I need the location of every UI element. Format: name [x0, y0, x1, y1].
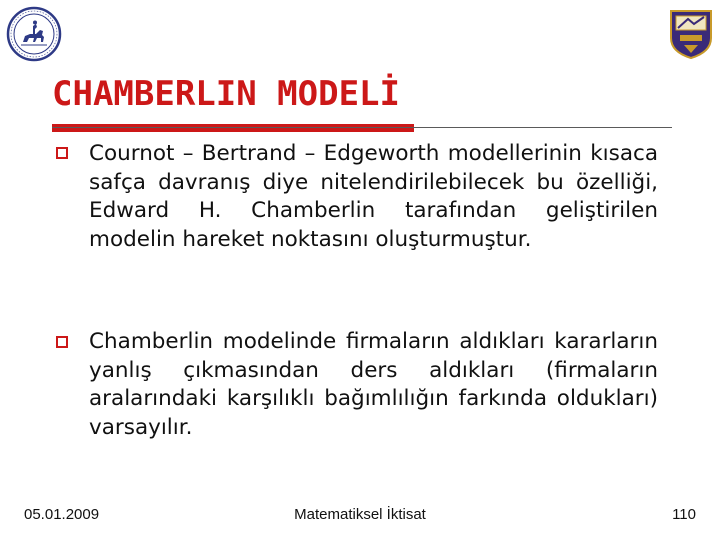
university-seal-icon: [6, 6, 62, 62]
page-number: 110: [672, 506, 696, 523]
bullet-square-icon: [56, 147, 68, 159]
footer-date: 05.01.2009: [24, 506, 100, 523]
footer-course-title: Matematiksel İktisat: [294, 506, 426, 523]
title-divider: [52, 127, 672, 128]
slide-title: CHAMBERLIN MODELİ: [52, 74, 400, 114]
bullet-text-2: Chamberlin modelinde firmaların aldıkları kararların yanlış çıkmasından ders aldıkları (firmaların aralarındaki karşılıklı bağımlılığın farkında oldukları) varsayılır.: [89, 329, 658, 440]
bullet-text-1: Cournot – Bertrand – Edgeworth modellerinin kısaca safça davranış diye nitelendirilebilecek bu özelliği, Edward H. Chamberlin tarafından geliştirilen modelin hareket noktasını oluşturmuştur.: [89, 141, 658, 252]
bullet-square-icon: [56, 336, 68, 348]
faculty-shield-icon: [668, 8, 714, 60]
title-accent-bar: [52, 124, 414, 132]
